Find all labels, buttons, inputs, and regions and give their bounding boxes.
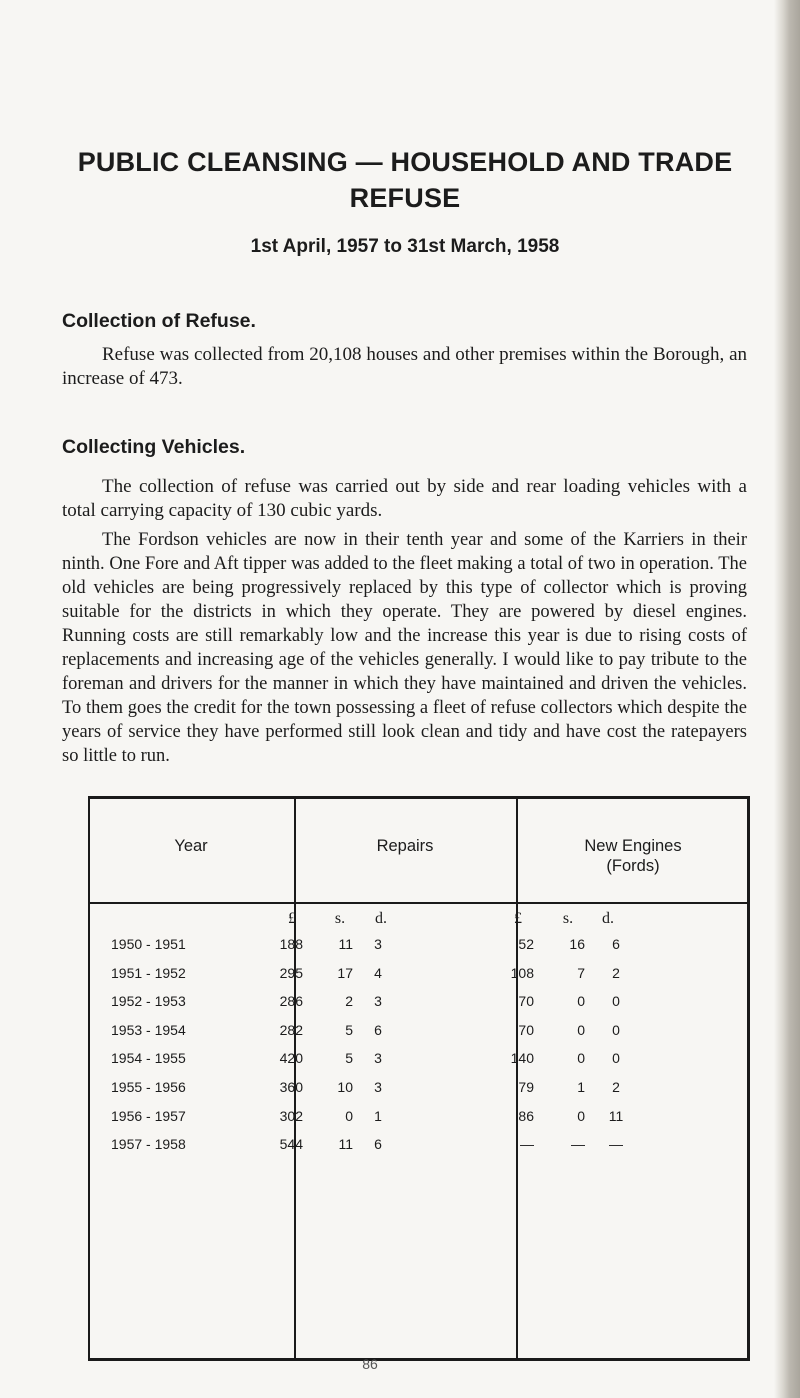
engines-pounds: 70: [518, 993, 534, 1009]
engines-unit-pounds: £: [514, 910, 522, 927]
engines-shillings: 0: [577, 1108, 585, 1124]
engines-shillings: 0: [577, 993, 585, 1009]
engines-pence: 2: [612, 1079, 620, 1095]
repairs-shillings: 17: [337, 965, 353, 981]
header-new-engines: [516, 836, 750, 876]
table-row-year: 1956 - 1957: [111, 1108, 186, 1124]
engines-pounds: 70: [518, 1022, 534, 1038]
repairs-pence: 6: [374, 1136, 382, 1152]
expenditure-table: [88, 796, 750, 1361]
repairs-unit-pence: d.: [375, 910, 387, 927]
table-row-year: 1957 - 1958: [111, 1136, 186, 1152]
header-new-engines-line1: New Engines: [584, 837, 682, 855]
page-title: [40, 144, 770, 216]
repairs-pounds: 544: [279, 1136, 303, 1152]
table-border-right: [747, 799, 750, 1358]
section-heading-collection: Collection of Refuse.: [62, 310, 256, 332]
repairs-pounds: 282: [279, 1022, 303, 1038]
repairs-pounds: 295: [279, 965, 303, 981]
paragraph-vehicles-fleet: The Fordson vehicles are now in their tenth year and some of the Karriers in their ninth. One Fore and Aft tipper was added to the fleet making a total of two in operation. The old vehicles are being progressively replaced by this type of collector which is proving suitable for the districts in which they operate. They are powered by diesel engines. Running costs are still remarkably low and the increase this year is due to rising costs of replacements and increasing age of the vehicles generally. I would like to pay tribute to the foreman and drivers for the manner in which they have maintained and driven the vehicles. To them goes the credit for the town possessing a fleet of refuse collectors which despite the years of service they have performed still look clean and tidy and have cost the ratepayers so little to run.: [62, 530, 747, 766]
engines-pounds: —: [520, 1136, 534, 1152]
header-new-engines-line2: (Fords): [606, 857, 660, 875]
repairs-pounds: 286: [279, 993, 303, 1009]
table-row-year: 1953 - 1954: [111, 1022, 186, 1038]
engines-pounds: 79: [518, 1079, 534, 1095]
engines-pence: 2: [612, 965, 620, 981]
engines-pence: 0: [612, 1022, 620, 1038]
table-header-rule: [88, 902, 750, 904]
report-period: 1st April, 1957 to 31st March, 1958: [250, 236, 560, 257]
repairs-pounds: 188: [279, 936, 303, 952]
title-line-1: PUBLIC CLEANSING — HOUSEHOLD AND TRADE: [77, 147, 733, 177]
repairs-shillings: 2: [345, 993, 353, 1009]
repairs-shillings: 11: [338, 936, 353, 952]
repairs-unit-shillings: s.: [334, 910, 346, 927]
repairs-shillings: 10: [337, 1079, 353, 1095]
repairs-shillings: 0: [345, 1108, 353, 1124]
title-line-2: REFUSE: [349, 183, 461, 213]
repairs-shillings: 5: [345, 1050, 353, 1066]
engines-pence: 0: [612, 1050, 620, 1066]
engines-pence: —: [609, 1136, 623, 1152]
table-row-year: 1950 - 1951: [111, 936, 186, 952]
book-binding-shadow: [774, 0, 800, 1398]
engines-pounds: 108: [510, 965, 534, 981]
table-row-year: 1951 - 1952: [111, 965, 186, 981]
repairs-pounds: 302: [279, 1108, 303, 1124]
engines-shillings: 1: [577, 1079, 585, 1095]
engines-shillings: 16: [569, 936, 585, 952]
table-row-year: 1955 - 1956: [111, 1079, 186, 1095]
repairs-pence: 4: [374, 965, 382, 981]
repairs-unit-pounds: £: [288, 910, 296, 927]
repairs-shillings: 5: [345, 1022, 353, 1038]
page-number: 86: [362, 1356, 378, 1372]
repairs-pounds: 360: [279, 1079, 303, 1095]
engines-unit-pence: d.: [602, 910, 614, 927]
section-heading-vehicles: Collecting Vehicles.: [62, 436, 246, 458]
engines-pounds: 140: [510, 1050, 534, 1066]
engines-unit-shillings: s.: [562, 910, 574, 927]
repairs-pounds: 420: [279, 1050, 303, 1066]
repairs-pence: 6: [374, 1022, 382, 1038]
repairs-pence: 3: [374, 936, 382, 952]
table-border-left: [88, 799, 90, 1358]
table-row-year: 1954 - 1955: [111, 1050, 186, 1066]
engines-shillings: 7: [577, 965, 585, 981]
repairs-shillings: 11: [338, 1136, 353, 1152]
engines-pounds: 86: [518, 1108, 534, 1124]
repairs-pence: 3: [374, 1050, 382, 1066]
paragraph-collection: Refuse was collected from 20,108 houses and other premises within the Borough, an increase of 473.: [62, 344, 747, 389]
table-row-year: 1952 - 1953: [111, 993, 186, 1009]
header-repairs: Repairs: [376, 837, 434, 855]
engines-pence: 0: [612, 993, 620, 1009]
repairs-pence: 1: [374, 1108, 382, 1124]
repairs-pence: 3: [374, 1079, 382, 1095]
engines-pounds: 52: [518, 936, 534, 952]
paragraph-vehicles-capacity: The collection of refuse was carried out by side and rear loading vehicles with a total carrying capacity of 130 cubic yards.: [62, 476, 747, 521]
engines-shillings: 0: [577, 1022, 585, 1038]
engines-pence: 11: [608, 1108, 624, 1124]
engines-pence: 6: [612, 936, 620, 952]
engines-shillings: 0: [577, 1050, 585, 1066]
engines-shillings: —: [571, 1136, 585, 1152]
repairs-pence: 3: [374, 993, 382, 1009]
header-year: Year: [174, 837, 208, 855]
